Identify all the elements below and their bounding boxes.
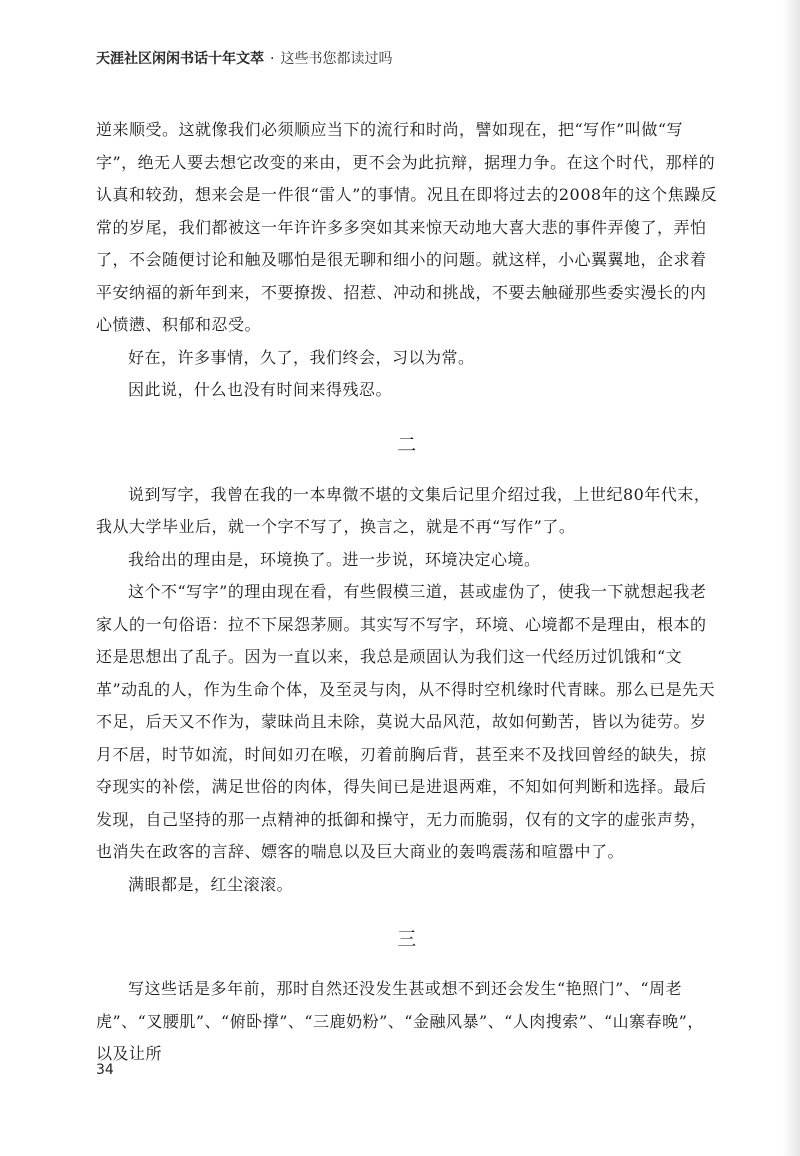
running-header bbox=[96, 48, 392, 68]
paragraph: 因此说，什么也没有时间来得残忍。 bbox=[128, 380, 393, 399]
paragraph: 写这些话是多年前，那时自然还没发生甚或想不到还会发生“艳照门”、“周老虎”、“叉腰肌”、“俯卧撑”、“三鹿奶粉”、“金融风暴”、“人肉搜索”、“山寨春晚”，以及让所 bbox=[96, 979, 704, 1063]
paragraph-continued: 逆来顺受。这就像我们必须顺应当下的流行和时尚，譬如现在，把“写作”叫做“写字”，绝无人要去想它改变的来由，更不会为此抗辩，据理力争。在这个时代，那样的认真和较劲，想来会是一件很“雷人”的事情。况且在即将过去的2008年的这个焦躁反常的岁尾，我们都被这一年许许多多突如其来惊天动地大喜大悲的事件弄傻了，弄怕了，不会随便讨论和触及哪怕是很无聊和细小的问题。就这样，小心翼翼地，企求着平安纳福的新年到来，不要撩拨、招惹、冲动和挑战，不要去触碰那些委实漫长的内心愤懑、积郁和忍受。 bbox=[96, 120, 718, 334]
section-heading-two: 二 bbox=[397, 433, 417, 456]
paragraph: 满眼都是，红尘滚滚。 bbox=[128, 874, 294, 894]
paragraph: 说到写字，我曾在我的一本卑微不堪的文集后记里介绍过我，上世纪80年代末，我从大学毕业后，就一个字不写了，换言之，就是不再“写作”了。 bbox=[96, 484, 711, 536]
page-number: 34 bbox=[96, 1062, 114, 1078]
scan-edge-shadow bbox=[782, 0, 800, 1156]
paragraph: 好在，许多事情，久了，我们终会，习以为常。 bbox=[128, 347, 475, 367]
paragraph: 我给出的理由是，环境换了。进一步说，环境决定心境。 bbox=[128, 549, 541, 569]
chapter-title: 这些书您都读过吗 bbox=[280, 51, 393, 67]
body-text bbox=[96, 114, 718, 1071]
paragraph: 这个不“写字”的理由现在看，有些假模三道，甚或虚伪了，使我一下就想起我老家人的一句俗语：拉不下屎怨茅厕。其实写不写字，环境、心境都不是理由，根本的还是思想出了乱子。因为一直以来，我总是顽固认为我们这一代经历过饥饿和“文革”动乱的人，作为生命个体，及至灵与肉，从不得时空机缘时代青睐。那么已是先天不足，后天又不作为，蒙昧尚且未除，莫说大品风范，故如何勤苦，皆以为徒劳。岁月不居，时节如流，时间如刃在喉，刃着前胸后背，甚至来不及找回曾经的缺失，掠夺现实的补偿，满足世俗的肉体，得失间已是进退两难，不知如何判断和选择。最后发现，自己坚持的那一点精神的抵御和操守，无力而脆弱，仅有的文字的虚张声势，也消失在政客的言辞、嫖客的喘息以及巨大商业的轰鸣震荡和喧嚣中了。 bbox=[96, 582, 716, 861]
section-heading-three: 三 bbox=[397, 928, 417, 950]
book-title: 天涯社区闲闲书话十年文萃 bbox=[96, 51, 264, 67]
header-separator: · bbox=[270, 51, 275, 67]
